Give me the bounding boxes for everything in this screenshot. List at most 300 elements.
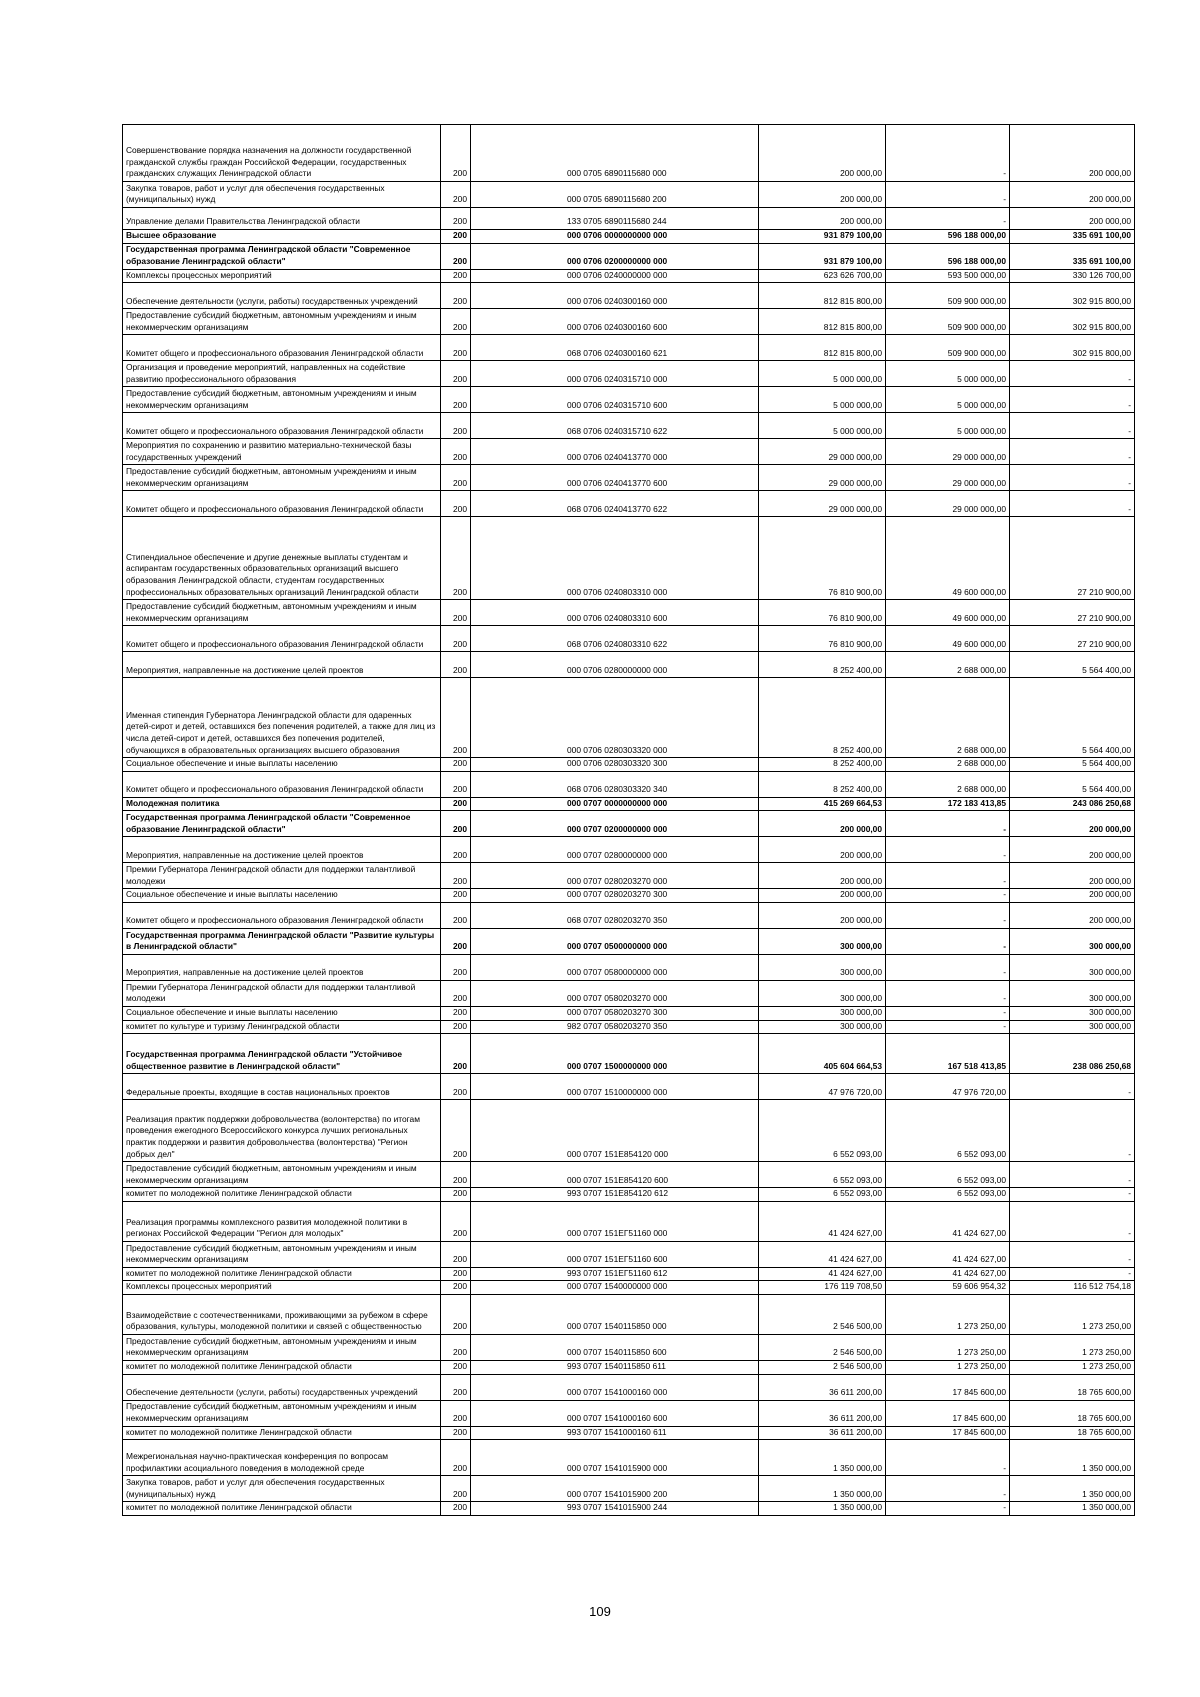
row-executed-amount: 17 845 600,00 xyxy=(886,1374,1010,1400)
row-remaining-amount: 300 000,00 xyxy=(1010,954,1135,980)
row-line-code: 200 xyxy=(441,1188,471,1202)
row-budget-code: 000 0706 0240315710 000 xyxy=(471,361,759,387)
row-approved-amount: 300 000,00 xyxy=(759,928,886,954)
row-line-code: 200 xyxy=(441,980,471,1006)
table-row xyxy=(123,863,1135,889)
row-remaining-amount: - xyxy=(1010,1100,1135,1162)
row-approved-amount: 8 252 400,00 xyxy=(759,771,886,797)
row-executed-amount: 49 600 000,00 xyxy=(886,517,1010,600)
row-line-code: 200 xyxy=(441,1360,471,1374)
row-executed-amount: 1 273 250,00 xyxy=(886,1294,1010,1334)
row-budget-code: 000 0707 1500000000 000 xyxy=(471,1034,759,1074)
row-approved-amount: 200 000,00 xyxy=(759,182,886,208)
row-budget-code: 000 0706 0280000000 000 xyxy=(471,652,759,678)
row-line-code: 200 xyxy=(441,1201,471,1241)
row-approved-amount: 47 976 720,00 xyxy=(759,1074,886,1100)
table-row xyxy=(123,465,1135,491)
row-budget-code: 000 0707 0280203270 300 xyxy=(471,889,759,903)
row-name: Предоставление субсидий бюджетным, автономным учреждениям и иным некоммерческим организациям xyxy=(123,465,441,491)
row-name: Государственная программа Ленинградской области "Устойчивое общественное развитие в Ленинградской области" xyxy=(123,1034,441,1074)
table-row xyxy=(123,1502,1135,1516)
row-remaining-amount: 200 000,00 xyxy=(1010,208,1135,230)
row-executed-amount: 5 000 000,00 xyxy=(886,413,1010,439)
row-executed-amount: - xyxy=(886,208,1010,230)
row-line-code: 200 xyxy=(441,1502,471,1516)
row-budget-code: 000 0707 0280203270 000 xyxy=(471,863,759,889)
row-budget-code: 000 0707 0580203270 300 xyxy=(471,1006,759,1020)
row-name: комитет по молодежной политике Ленинградской области xyxy=(123,1360,441,1374)
row-approved-amount: 812 815 800,00 xyxy=(759,309,886,335)
row-approved-amount: 300 000,00 xyxy=(759,1006,886,1020)
row-approved-amount: 41 424 627,00 xyxy=(759,1267,886,1281)
row-name: комитет по молодежной политике Ленинградской области xyxy=(123,1267,441,1281)
table-row xyxy=(123,902,1135,928)
row-line-code: 200 xyxy=(441,1020,471,1034)
row-executed-amount: 49 600 000,00 xyxy=(886,600,1010,626)
row-budget-code: 000 0707 151ЕГ51160 000 xyxy=(471,1201,759,1241)
row-executed-amount: - xyxy=(886,863,1010,889)
row-executed-amount: 29 000 000,00 xyxy=(886,439,1010,465)
row-remaining-amount: 200 000,00 xyxy=(1010,182,1135,208)
row-executed-amount: - xyxy=(886,837,1010,863)
row-remaining-amount: 1 350 000,00 xyxy=(1010,1476,1135,1502)
row-approved-amount: 200 000,00 xyxy=(759,208,886,230)
row-name: Мероприятия, направленные на достижение целей проектов xyxy=(123,837,441,863)
row-executed-amount: 2 688 000,00 xyxy=(886,652,1010,678)
row-name: Комитет общего и профессионального образования Ленинградской области xyxy=(123,335,441,361)
row-budget-code: 000 0706 0240413770 000 xyxy=(471,439,759,465)
row-line-code: 200 xyxy=(441,335,471,361)
row-budget-code: 993 0707 1540115850 611 xyxy=(471,1360,759,1374)
row-remaining-amount: 243 086 250,68 xyxy=(1010,797,1135,811)
table-row xyxy=(123,182,1135,208)
row-line-code: 200 xyxy=(441,1074,471,1100)
row-name: Предоставление субсидий бюджетным, автономным учреждениям и иным некоммерческим организациям xyxy=(123,387,441,413)
table-row xyxy=(123,335,1135,361)
row-executed-amount: - xyxy=(886,1476,1010,1502)
row-line-code: 200 xyxy=(441,626,471,652)
row-name: Государственная программа Ленинградской области "Современное образование Ленинградской области" xyxy=(123,811,441,837)
row-remaining-amount: 18 765 600,00 xyxy=(1010,1426,1135,1440)
row-approved-amount: 200 000,00 xyxy=(759,837,886,863)
table-row xyxy=(123,1074,1135,1100)
row-remaining-amount: 302 915 800,00 xyxy=(1010,283,1135,309)
row-executed-amount: 509 900 000,00 xyxy=(886,309,1010,335)
row-budget-code: 000 0706 0240413770 600 xyxy=(471,465,759,491)
row-budget-code: 000 0707 0200000000 000 xyxy=(471,811,759,837)
row-executed-amount: - xyxy=(886,1020,1010,1034)
row-line-code: 200 xyxy=(441,758,471,772)
row-remaining-amount: 5 564 400,00 xyxy=(1010,758,1135,772)
row-name: Комитет общего и профессионального образования Ленинградской области xyxy=(123,491,441,517)
row-line-code: 200 xyxy=(441,465,471,491)
row-executed-amount: 172 183 413,85 xyxy=(886,797,1010,811)
table-row xyxy=(123,954,1135,980)
row-approved-amount: 29 000 000,00 xyxy=(759,439,886,465)
row-line-code: 200 xyxy=(441,230,471,244)
row-budget-code: 000 0706 0280303320 000 xyxy=(471,678,759,758)
row-remaining-amount: 1 273 250,00 xyxy=(1010,1360,1135,1374)
row-name: Предоставление субсидий бюджетным, автономным учреждениям и иным некоммерческим организациям xyxy=(123,1400,441,1426)
row-name: Молодежная политика xyxy=(123,797,441,811)
row-name: Предоставление субсидий бюджетным, автономным учреждениям и иным некоммерческим организациям xyxy=(123,1334,441,1360)
table-row xyxy=(123,243,1135,269)
row-name: Комплексы процессных мероприятий xyxy=(123,1281,441,1295)
row-approved-amount: 415 269 664,53 xyxy=(759,797,886,811)
row-budget-code: 993 0707 151E854120 612 xyxy=(471,1188,759,1202)
row-remaining-amount: 5 564 400,00 xyxy=(1010,771,1135,797)
row-line-code: 200 xyxy=(441,283,471,309)
row-name: Государственная программа Ленинградской области "Современное образование Ленинградской области" xyxy=(123,243,441,269)
row-approved-amount: 812 815 800,00 xyxy=(759,283,886,309)
table-row xyxy=(123,797,1135,811)
row-budget-code: 068 0706 0240315710 622 xyxy=(471,413,759,439)
row-budget-code: 068 0706 0240413770 622 xyxy=(471,491,759,517)
row-budget-code: 993 0707 151ЕГ51160 612 xyxy=(471,1267,759,1281)
row-approved-amount: 5 000 000,00 xyxy=(759,413,886,439)
table-row xyxy=(123,1267,1135,1281)
row-budget-code: 000 0707 0280000000 000 xyxy=(471,837,759,863)
row-approved-amount: 405 604 664,53 xyxy=(759,1034,886,1074)
row-line-code: 200 xyxy=(441,811,471,837)
row-name: Предоставление субсидий бюджетным, автономным учреждениям и иным некоммерческим организациям xyxy=(123,309,441,335)
row-budget-code: 000 0707 0580000000 000 xyxy=(471,954,759,980)
row-budget-code: 000 0707 1510000000 000 xyxy=(471,1074,759,1100)
table-row xyxy=(123,1188,1135,1202)
row-budget-code: 000 0706 0240803310 600 xyxy=(471,600,759,626)
row-executed-amount: - xyxy=(886,954,1010,980)
row-approved-amount: 76 810 900,00 xyxy=(759,600,886,626)
row-remaining-amount: 1 350 000,00 xyxy=(1010,1440,1135,1476)
row-remaining-amount: 18 765 600,00 xyxy=(1010,1374,1135,1400)
table-row xyxy=(123,811,1135,837)
table-row xyxy=(123,1281,1135,1295)
row-name: Реализация программы комплексного развития молодежной политики в регионах Российской Федерации "Регион для молодых" xyxy=(123,1201,441,1241)
row-line-code: 200 xyxy=(441,600,471,626)
row-budget-code: 000 0707 1541015900 000 xyxy=(471,1440,759,1476)
row-name: Стипендиальное обеспечение и другие денежные выплаты студентам и аспирантам государственных образовательных организаций высшего образования Ленинградской области, студентам государственных профессиональных образовательных организаций Ленинградской области xyxy=(123,517,441,600)
row-approved-amount: 200 000,00 xyxy=(759,863,886,889)
row-executed-amount: - xyxy=(886,811,1010,837)
row-executed-amount: 5 000 000,00 xyxy=(886,361,1010,387)
row-approved-amount: 5 000 000,00 xyxy=(759,387,886,413)
row-approved-amount: 200 000,00 xyxy=(759,811,886,837)
row-name: Комитет общего и профессионального образования Ленинградской области xyxy=(123,413,441,439)
row-executed-amount: - xyxy=(886,125,1010,182)
row-name: Социальное обеспечение и иные выплаты населению xyxy=(123,1006,441,1020)
row-budget-code: 133 0705 6890115680 244 xyxy=(471,208,759,230)
row-executed-amount: - xyxy=(886,1502,1010,1516)
row-approved-amount: 176 119 708,50 xyxy=(759,1281,886,1295)
table-row xyxy=(123,1360,1135,1374)
row-budget-code: 068 0706 0280303320 340 xyxy=(471,771,759,797)
row-name: комитет по молодежной политике Ленинградской области xyxy=(123,1188,441,1202)
row-budget-code: 000 0707 1540115850 000 xyxy=(471,1294,759,1334)
row-remaining-amount: 27 210 900,00 xyxy=(1010,600,1135,626)
row-approved-amount: 2 546 500,00 xyxy=(759,1334,886,1360)
row-executed-amount: - xyxy=(886,1440,1010,1476)
row-budget-code: 000 0706 0200000000 000 xyxy=(471,243,759,269)
row-executed-amount: 167 518 413,85 xyxy=(886,1034,1010,1074)
table-row xyxy=(123,1440,1135,1476)
row-budget-code: 000 0706 0000000000 000 xyxy=(471,230,759,244)
row-approved-amount: 6 552 093,00 xyxy=(759,1188,886,1202)
row-budget-code: 000 0707 151ЕГ51160 600 xyxy=(471,1241,759,1267)
table-row xyxy=(123,678,1135,758)
row-approved-amount: 36 611 200,00 xyxy=(759,1374,886,1400)
row-name: Комитет общего и профессионального образования Ленинградской области xyxy=(123,626,441,652)
row-executed-amount: 6 552 093,00 xyxy=(886,1188,1010,1202)
row-approved-amount: 29 000 000,00 xyxy=(759,465,886,491)
row-name: Мероприятия, направленные на достижение целей проектов xyxy=(123,652,441,678)
row-approved-amount: 2 546 500,00 xyxy=(759,1294,886,1334)
row-remaining-amount: - xyxy=(1010,439,1135,465)
row-line-code: 200 xyxy=(441,1006,471,1020)
row-approved-amount: 6 552 093,00 xyxy=(759,1162,886,1188)
row-line-code: 200 xyxy=(441,1400,471,1426)
row-line-code: 200 xyxy=(441,863,471,889)
row-budget-code: 000 0706 0280303320 300 xyxy=(471,758,759,772)
row-line-code: 200 xyxy=(441,413,471,439)
row-approved-amount: 300 000,00 xyxy=(759,1020,886,1034)
row-approved-amount: 200 000,00 xyxy=(759,889,886,903)
row-line-code: 200 xyxy=(441,1267,471,1281)
row-name: Комитет общего и профессионального образования Ленинградской области xyxy=(123,902,441,928)
row-line-code: 200 xyxy=(441,837,471,863)
row-name: Премии Губернатора Ленинградской области для поддержки талантливой молодежи xyxy=(123,980,441,1006)
row-line-code: 200 xyxy=(441,1334,471,1360)
row-remaining-amount: - xyxy=(1010,465,1135,491)
row-executed-amount: 17 845 600,00 xyxy=(886,1426,1010,1440)
row-line-code: 200 xyxy=(441,954,471,980)
row-approved-amount: 2 546 500,00 xyxy=(759,1360,886,1374)
row-remaining-amount: 335 691 100,00 xyxy=(1010,243,1135,269)
table-row xyxy=(123,758,1135,772)
row-approved-amount: 41 424 627,00 xyxy=(759,1201,886,1241)
row-line-code: 200 xyxy=(441,678,471,758)
table-row xyxy=(123,652,1135,678)
row-executed-amount: - xyxy=(886,1006,1010,1020)
row-remaining-amount: - xyxy=(1010,1201,1135,1241)
budget-table-body xyxy=(123,125,1135,1516)
row-budget-code: 993 0707 1541000160 611 xyxy=(471,1426,759,1440)
row-remaining-amount: 200 000,00 xyxy=(1010,863,1135,889)
row-remaining-amount: 27 210 900,00 xyxy=(1010,626,1135,652)
row-line-code: 200 xyxy=(441,1241,471,1267)
row-executed-amount: 509 900 000,00 xyxy=(886,335,1010,361)
row-budget-code: 000 0706 0240300160 600 xyxy=(471,309,759,335)
row-name: Мероприятия по сохранению и развитию материально-технической базы государственных учреждений xyxy=(123,439,441,465)
row-name: Межрегиональная научно-практическая конференция по вопросам профилактики асоциального поведения в молодежной среде xyxy=(123,1440,441,1476)
table-row xyxy=(123,491,1135,517)
row-name: Премии Губернатора Ленинградской области для поддержки талантливой молодежи xyxy=(123,863,441,889)
row-name: Социальное обеспечение и иные выплаты населению xyxy=(123,889,441,903)
row-name: комитет по молодежной политике Ленинградской области xyxy=(123,1502,441,1516)
row-line-code: 200 xyxy=(441,439,471,465)
row-approved-amount: 812 815 800,00 xyxy=(759,335,886,361)
row-budget-code: 000 0707 1540000000 000 xyxy=(471,1281,759,1295)
row-remaining-amount: 27 210 900,00 xyxy=(1010,517,1135,600)
row-approved-amount: 1 350 000,00 xyxy=(759,1440,886,1476)
table-row xyxy=(123,1294,1135,1334)
row-name: Комитет общего и профессионального образования Ленинградской области xyxy=(123,771,441,797)
row-name: Государственная программа Ленинградской области "Развитие культуры в Ленинградской области" xyxy=(123,928,441,954)
row-name: Закупка товаров, работ и услуг для обеспечения государственных (муниципальных) нужд xyxy=(123,1476,441,1502)
row-budget-code: 000 0707 1541000160 600 xyxy=(471,1400,759,1426)
table-row xyxy=(123,413,1135,439)
row-name: Предоставление субсидий бюджетным, автономным учреждениям и иным некоммерческим организациям xyxy=(123,1162,441,1188)
table-row xyxy=(123,980,1135,1006)
row-executed-amount: 41 424 627,00 xyxy=(886,1267,1010,1281)
row-name: Реализация практик поддержки добровольчества (волонтерства) по итогам проведения ежегодного Всероссийского конкурса лучших региональных практик поддержки и развития добровольчества (волонтерства) "Регион добрых дел" xyxy=(123,1100,441,1162)
row-remaining-amount: - xyxy=(1010,1188,1135,1202)
table-row xyxy=(123,1400,1135,1426)
table-row xyxy=(123,387,1135,413)
row-name: Взаимодействие с соотечественниками, проживающими за рубежом в сфере образования, культуры, молодежной политики и связей с общественностью xyxy=(123,1294,441,1334)
row-budget-code: 000 0706 0240300160 000 xyxy=(471,283,759,309)
row-budget-code: 068 0706 0240300160 621 xyxy=(471,335,759,361)
table-row xyxy=(123,283,1135,309)
row-name: Высшее образование xyxy=(123,230,441,244)
row-line-code: 200 xyxy=(441,797,471,811)
row-executed-amount: 2 688 000,00 xyxy=(886,771,1010,797)
row-line-code: 200 xyxy=(441,1034,471,1074)
row-approved-amount: 8 252 400,00 xyxy=(759,758,886,772)
row-approved-amount: 931 879 100,00 xyxy=(759,230,886,244)
row-executed-amount: - xyxy=(886,980,1010,1006)
row-line-code: 200 xyxy=(441,243,471,269)
row-remaining-amount: - xyxy=(1010,413,1135,439)
row-remaining-amount: 200 000,00 xyxy=(1010,837,1135,863)
table-row xyxy=(123,439,1135,465)
table-row xyxy=(123,626,1135,652)
row-line-code: 200 xyxy=(441,517,471,600)
row-remaining-amount: 200 000,00 xyxy=(1010,125,1135,182)
table-row xyxy=(123,517,1135,600)
row-name: Совершенствование порядка назначения на должности государственной гражданской службы граждан Российской Федерации, государственных гражданских служащих Ленинградской области xyxy=(123,125,441,182)
row-remaining-amount: 300 000,00 xyxy=(1010,1006,1135,1020)
row-name: Именная стипендия Губернатора Ленинградской области для одаренных детей-сирот и детей, оставшихся без попечения родителей, а также для лиц из числа детей-сирот и детей, оставшихся без попечения родителей, обучающихся в образовательных организациях высшего образования xyxy=(123,678,441,758)
row-budget-code: 000 0707 1540115850 600 xyxy=(471,1334,759,1360)
row-executed-amount: 49 600 000,00 xyxy=(886,626,1010,652)
row-approved-amount: 300 000,00 xyxy=(759,954,886,980)
table-row xyxy=(123,889,1135,903)
row-remaining-amount: 200 000,00 xyxy=(1010,902,1135,928)
row-budget-code: 000 0707 1541000160 000 xyxy=(471,1374,759,1400)
row-executed-amount: - xyxy=(886,182,1010,208)
row-approved-amount: 1 350 000,00 xyxy=(759,1476,886,1502)
row-line-code: 200 xyxy=(441,928,471,954)
table-row xyxy=(123,1020,1135,1034)
row-budget-code: 000 0707 0500000000 000 xyxy=(471,928,759,954)
table-row xyxy=(123,1334,1135,1360)
row-approved-amount: 300 000,00 xyxy=(759,980,886,1006)
table-row xyxy=(123,309,1135,335)
budget-table xyxy=(122,124,1135,1516)
table-row xyxy=(123,928,1135,954)
row-remaining-amount: - xyxy=(1010,1241,1135,1267)
row-line-code: 200 xyxy=(441,652,471,678)
row-line-code: 200 xyxy=(441,309,471,335)
table-row xyxy=(123,771,1135,797)
row-remaining-amount: 200 000,00 xyxy=(1010,889,1135,903)
row-approved-amount: 200 000,00 xyxy=(759,902,886,928)
row-executed-amount: 6 552 093,00 xyxy=(886,1100,1010,1162)
row-approved-amount: 8 252 400,00 xyxy=(759,652,886,678)
row-budget-code: 068 0706 0240803310 622 xyxy=(471,626,759,652)
row-remaining-amount: 300 000,00 xyxy=(1010,980,1135,1006)
row-remaining-amount: - xyxy=(1010,1267,1135,1281)
row-name: Федеральные проекты, входящие в состав национальных проектов xyxy=(123,1074,441,1100)
row-executed-amount: 41 424 627,00 xyxy=(886,1241,1010,1267)
row-executed-amount: 6 552 093,00 xyxy=(886,1162,1010,1188)
row-name: Социальное обеспечение и иные выплаты населению xyxy=(123,758,441,772)
row-approved-amount: 5 000 000,00 xyxy=(759,361,886,387)
row-line-code: 200 xyxy=(441,1294,471,1334)
row-approved-amount: 76 810 900,00 xyxy=(759,517,886,600)
row-name: Обеспечение деятельности (услуги, работы) государственных учреждений xyxy=(123,283,441,309)
row-executed-amount: - xyxy=(886,928,1010,954)
row-executed-amount: 47 976 720,00 xyxy=(886,1074,1010,1100)
row-name: Предоставление субсидий бюджетным, автономным учреждениям и иным некоммерческим организациям xyxy=(123,600,441,626)
row-executed-amount: 1 273 250,00 xyxy=(886,1360,1010,1374)
row-budget-code: 000 0706 0240803310 000 xyxy=(471,517,759,600)
table-row xyxy=(123,1162,1135,1188)
row-executed-amount: 593 500 000,00 xyxy=(886,269,1010,283)
page-number: 109 xyxy=(589,1604,611,1619)
row-name: Управление делами Правительства Ленинградской области xyxy=(123,208,441,230)
row-line-code: 200 xyxy=(441,387,471,413)
row-approved-amount: 1 350 000,00 xyxy=(759,1502,886,1516)
row-line-code: 200 xyxy=(441,269,471,283)
row-name: комитет по молодежной политике Ленинградской области xyxy=(123,1426,441,1440)
row-line-code: 200 xyxy=(441,902,471,928)
row-remaining-amount: 200 000,00 xyxy=(1010,811,1135,837)
row-name: Обеспечение деятельности (услуги, работы) государственных учреждений xyxy=(123,1374,441,1400)
table-row xyxy=(123,1034,1135,1074)
row-line-code: 200 xyxy=(441,491,471,517)
table-row xyxy=(123,361,1135,387)
row-line-code: 200 xyxy=(441,1440,471,1476)
row-remaining-amount: - xyxy=(1010,387,1135,413)
row-budget-code: 000 0705 6890115680 200 xyxy=(471,182,759,208)
row-line-code: 200 xyxy=(441,1162,471,1188)
row-name: комитет по культуре и туризму Ленинградской области xyxy=(123,1020,441,1034)
row-executed-amount: 509 900 000,00 xyxy=(886,283,1010,309)
table-row xyxy=(123,1374,1135,1400)
row-executed-amount: 17 845 600,00 xyxy=(886,1400,1010,1426)
row-approved-amount: 200 000,00 xyxy=(759,125,886,182)
row-line-code: 200 xyxy=(441,1374,471,1400)
table-row xyxy=(123,1241,1135,1267)
row-line-code: 200 xyxy=(441,1476,471,1502)
row-line-code: 200 xyxy=(441,125,471,182)
row-executed-amount: 2 688 000,00 xyxy=(886,758,1010,772)
table-row xyxy=(123,125,1135,182)
row-name: Мероприятия, направленные на достижение целей проектов xyxy=(123,954,441,980)
row-approved-amount: 36 611 200,00 xyxy=(759,1400,886,1426)
row-executed-amount: 2 688 000,00 xyxy=(886,678,1010,758)
row-executed-amount: - xyxy=(886,902,1010,928)
row-remaining-amount: 1 273 250,00 xyxy=(1010,1294,1135,1334)
row-budget-code: 000 0707 151E854120 000 xyxy=(471,1100,759,1162)
row-remaining-amount: 302 915 800,00 xyxy=(1010,309,1135,335)
row-executed-amount: 29 000 000,00 xyxy=(886,491,1010,517)
table-row xyxy=(123,269,1135,283)
row-budget-code: 000 0707 1541015900 200 xyxy=(471,1476,759,1502)
row-approved-amount: 41 424 627,00 xyxy=(759,1241,886,1267)
table-row xyxy=(123,1426,1135,1440)
